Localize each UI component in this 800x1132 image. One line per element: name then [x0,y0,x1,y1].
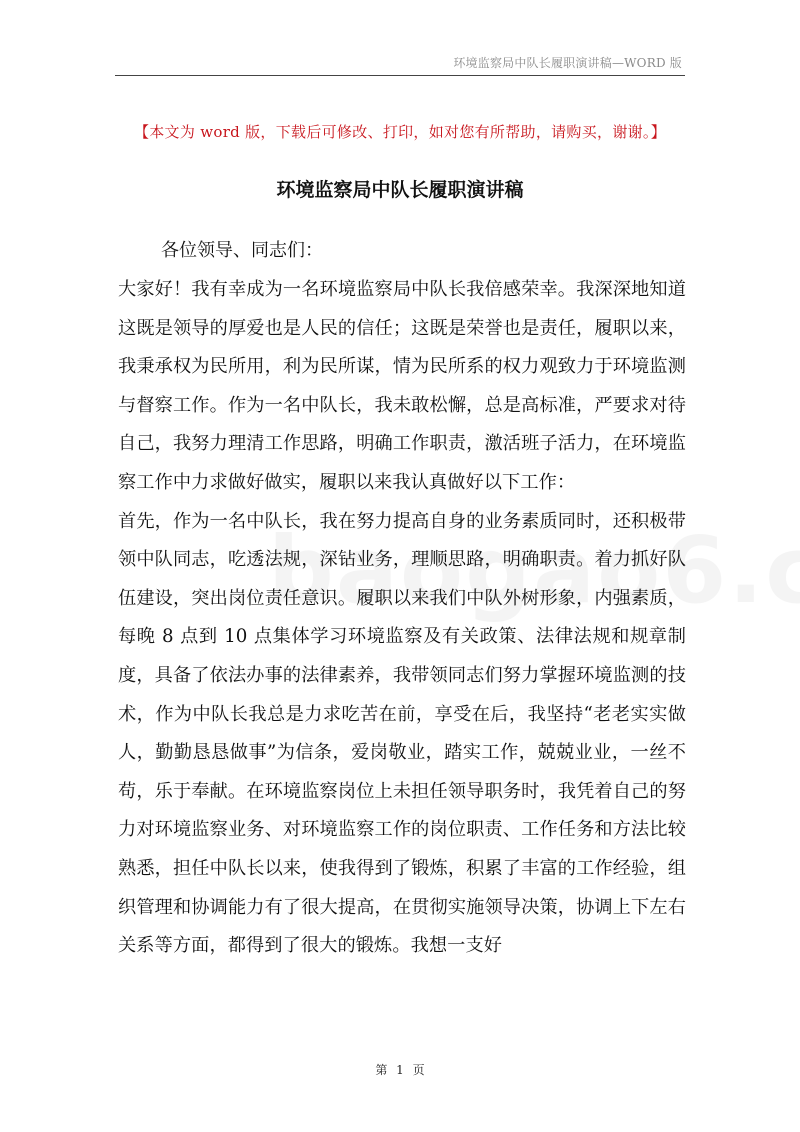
paragraph-intro: 大家好！我有幸成为一名环境监察局中队长我倍感荣幸。我深深地知道这既是领导的厚爱也是人民的信任；这既是荣誉也是责任，履职以来，我秉承权为民所用，利为民所谋，情为民所系的权力观致力于环境监测与督察工作。作为一名中队长，我未敢松懈，总是高标准，严要求对待自己，我努力理清工作思路，明确工作职责，激活班子活力，在环境监察工作中力求做好做实，履职以来我认真做好以下工作： [118,279,686,493]
salutation: 各位领导、同志们： [161,240,323,261]
page-prefix: 第 [375,1063,388,1077]
body-text [118,271,686,966]
paragraph-first-duty: 首先，作为一名中队长，我在努力提高自身的业务素质同时，还积极带领中队同志，吃透法规，深钻业务，理顺思路，明确职责。着力抓好队伍建设，突出岗位责任意识。履职以来我们中队外树形象，内强素质，每晚 8 点到 10 点集体学习环境监察及有关政策、法律法规和规章制度，具备了依法办事的法律素养，我带领同志们努力掌握环境监测的技术，作为中队长我总是力求吃苦在前，享受在后，我坚持“老老实实做人，勤勤恳恳做事”为信条，爱岗敬业，踏实工作，兢兢业业，一丝不苟，乐于奉献。在环境监察岗位上未担任领导职务时，我凭着自己的努力对环境监察业务、对环境监察工作的岗位职责、工作任务和方法比较熟悉，担任中队长以来，使我得到了锻炼，积累了丰富的工作经验，组织管理和协调能力有了很大提高，在贯彻实施领导决策，协调上下左右关系等方面，都得到了很大的锻炼。我想一支好 [118,510,686,957]
document-title: 环境监察局中队长履职演讲稿 [276,179,524,201]
page-number: 1 [396,1063,404,1077]
header-divider [115,75,685,76]
page-footer [0,1061,800,1078]
download-notice: 【本文为 word 版，下载后可修改、打印，如对您有所帮助，请购买，谢谢。】 [133,123,667,141]
running-header: 环境监察局中队长履职演讲稿—WORD 版 [453,56,682,70]
page-suffix: 页 [412,1063,425,1077]
